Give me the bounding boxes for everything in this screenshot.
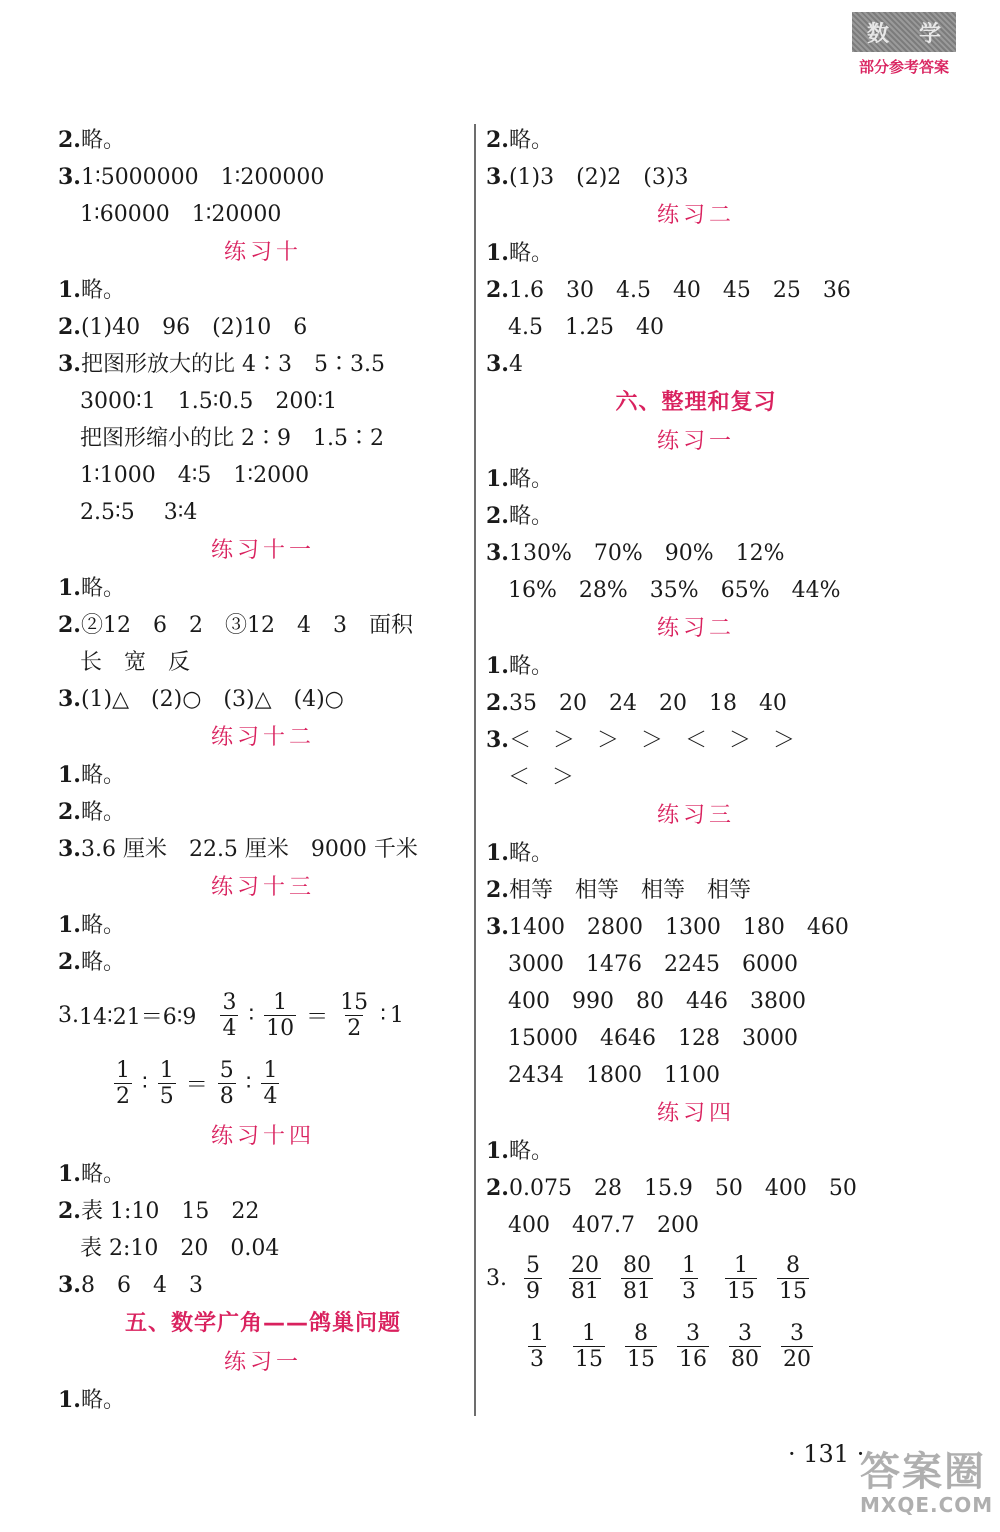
question-number: 1. [486,466,509,492]
answer-line [486,648,906,685]
question-number: 3. [486,727,509,753]
page-number: · 131 · [788,1440,865,1468]
question-number: 2. [486,877,509,903]
fraction [622,1321,660,1372]
section-heading: 练习一 [223,1350,302,1375]
answer-text: (1)40 96 (2)10 6 [80,315,308,340]
fraction-equation [58,981,468,1049]
answer-line [58,457,468,494]
answer-text: 0.075 28 15.9 50 400 50 [508,1176,857,1201]
fraction [774,1253,812,1304]
answer-text: 1 [389,1002,404,1028]
fraction [518,1321,556,1372]
question-number: 1. [486,240,509,266]
fraction-numerator: 1 [734,1252,748,1278]
answer-text: 把图形缩小的比 2∶9 1.5∶2 [80,426,384,451]
subject-badge [852,12,956,78]
operator: ＝ [306,1004,329,1030]
question-number: 3. [486,1265,507,1291]
fraction [670,1253,708,1304]
question-number: 2. [58,612,81,638]
fraction-list [507,1253,819,1304]
fraction-denominator: 5 [159,1083,174,1109]
section-heading: 练习十二 [210,725,315,750]
question-number: 1. [58,277,81,303]
fraction-numerator: 3 [686,1320,700,1346]
answer-text: (1)△ (2)○ (3)△ (4)○ [80,687,344,712]
answer-line [486,909,906,946]
fraction-numerator: 1 [530,1320,544,1346]
question-number: 3. [58,164,81,190]
answer-text: 略。 [80,1162,125,1187]
answer-line [486,1133,906,1170]
answer-line [58,383,468,420]
answer-text: ＜ ＞ [508,765,575,790]
answer-line [486,535,906,572]
fraction [618,1253,656,1304]
answer-text: 略。 [80,128,125,153]
answer-line [486,685,906,722]
answer-line [58,196,468,233]
answer-text: 130% 70% 90% 12% [508,541,785,566]
fraction-answer-row [486,1312,906,1380]
section-heading: 练习十一 [210,538,315,563]
fraction [261,1058,279,1109]
right-column [486,122,906,1380]
question-number: 1. [58,912,81,938]
fraction-numerator: 8 [786,1252,800,1278]
question-number: 1. [58,1387,81,1413]
question-number: 3. [58,836,81,862]
answer-text: 4.5 1.25 40 [508,315,664,340]
answer-text: 略。 [508,241,553,266]
fraction-numerator: 1 [682,1252,696,1278]
fraction-numerator: 1 [582,1320,596,1346]
question-number: 3. [486,914,509,940]
answer-line [486,309,906,346]
answer-line [58,644,468,681]
fraction-denominator: 8 [219,1083,234,1109]
answer-text: ②12 6 2 ③12 4 3 面积 [80,613,413,638]
operator: ∶ [248,1002,255,1028]
answer-text: 略。 [80,950,125,975]
question-number: 2. [58,127,81,153]
answer-text: 略。 [80,763,125,788]
fraction [338,990,370,1041]
answer-line [486,835,906,872]
answer-line [58,944,468,981]
answer-line [486,1207,906,1244]
section-heading: 练习十四 [210,1124,315,1149]
answer-line [486,235,906,272]
answer-line [486,498,906,535]
fraction-denominator: 9 [526,1278,540,1304]
answer-line [486,872,906,909]
answer-line [58,494,468,531]
fraction-denominator: 20 [783,1346,811,1372]
answer-line [486,722,906,759]
answer-line [58,757,468,794]
answer-line [486,983,906,1020]
answer-text: 2.5∶5 3∶4 [80,500,198,525]
question-number: 1. [486,1138,509,1164]
question-number: 3. [486,351,509,377]
fraction-denominator: 15 [627,1346,655,1372]
fraction [566,1253,604,1304]
answer-text: 略。 [80,1388,125,1413]
answer-line [58,681,468,718]
fraction [514,1253,552,1304]
fraction-denominator: 3 [530,1346,544,1372]
operator: ∶ [142,1070,148,1096]
question-number: 3. [58,351,81,377]
fraction-denominator: 4 [222,1015,237,1041]
answer-text: 长 宽 反 [80,650,191,675]
question-number: 1. [58,575,81,601]
answer-text: 略。 [508,504,553,529]
fraction-numerator: 20 [571,1252,599,1278]
fraction-denominator: 15 [779,1278,807,1304]
answer-line [486,159,906,196]
answer-text: 表 2:10 20 0.04 [80,1236,280,1261]
answer-line [486,346,906,383]
fraction-numerator: 5 [526,1252,540,1278]
watermark-url: MXQE.COM [860,1493,994,1517]
answer-line [58,1193,468,1230]
answer-text: ＜ ＞ ＞ ＞ ＜ ＞ ＞ [508,728,795,753]
fraction [674,1321,712,1372]
fraction-numerator: 3 [738,1320,752,1346]
answer-line [58,272,468,309]
left-column [58,122,468,1419]
section-heading: 练习四 [656,1101,735,1126]
fraction-numerator: 1 [273,989,288,1015]
answer-text: 略。 [508,128,553,153]
fraction-numerator: 1 [159,1057,174,1083]
fraction [114,1058,132,1109]
question-number: 3. [486,164,509,190]
fraction-numerator: 1 [116,1057,130,1083]
answer-line [58,1230,468,1267]
answer-text: 400 990 80 446 3800 [508,989,806,1014]
answer-line [58,607,468,644]
fraction-denominator: 80 [731,1346,759,1372]
question-number: 3. [58,1002,79,1028]
fraction [220,990,238,1041]
section-heading: 练习一 [656,429,735,454]
fraction-denominator: 15 [727,1278,755,1304]
answer-line [486,759,906,796]
fraction-numerator: 5 [219,1057,234,1083]
answer-line [58,309,468,346]
fraction-denominator: 81 [571,1278,599,1304]
answer-text: 35 20 24 20 18 40 [508,691,787,716]
question-number: 2. [486,1175,509,1201]
fraction [722,1253,760,1304]
fraction-numerator: 8 [634,1320,648,1346]
answer-line [58,346,468,383]
question-number: 2. [58,1198,81,1224]
answer-line [58,570,468,607]
section-heading: 练习三 [656,803,735,828]
answer-text: 1∶1000 4∶5 1∶2000 [80,463,310,488]
section-heading: 练习二 [656,616,735,641]
question-number: 2. [58,949,81,975]
answer-line [58,1267,468,1304]
operator: ＝ [185,1072,208,1098]
question-number: 1. [486,653,509,679]
fraction [778,1321,816,1372]
fraction-denominator: 81 [623,1278,651,1304]
question-number: 2. [58,314,81,340]
answer-text: 1400 2800 1300 180 460 [508,915,849,940]
answer-text: 略。 [508,1139,553,1164]
section-heading: 六、整理和复习 [615,390,777,415]
fraction [264,990,296,1041]
answer-text: 16% 28% 35% 65% 44% [508,578,841,603]
fraction-numerator: 3 [790,1320,804,1346]
fraction-denominator: 2 [347,1015,362,1041]
answer-text: 略。 [508,841,553,866]
answer-text: 1.6 30 4.5 40 45 25 36 [508,278,851,303]
subject-char: 数 [866,21,889,47]
answer-line [486,1170,906,1207]
fraction-denominator: 16 [679,1346,707,1372]
fraction [158,1058,176,1109]
answer-text: 略。 [80,278,125,303]
fraction-denominator: 4 [263,1083,278,1109]
answer-text: 3000 1476 2245 6000 [508,952,798,977]
answer-text: 表 1:10 15 22 [80,1199,260,1224]
answer-line [486,1057,906,1094]
answer-text: 略。 [508,467,553,492]
operator: ∶ [245,1070,252,1096]
answer-line [58,420,468,457]
answer-text: 2434 1800 1100 [508,1063,720,1088]
question-number: 1. [486,840,509,866]
answer-line [486,946,906,983]
question-number: 3. [58,686,81,712]
fraction-numerator: 15 [340,989,369,1015]
section-heading: 练习十三 [210,875,315,900]
fraction-denominator: 15 [575,1346,603,1372]
question-number: 1. [58,762,81,788]
watermark-text: 答案圈 [860,1449,986,1495]
question-number: 2. [486,503,509,529]
answer-line [58,831,468,868]
answer-text: 8 6 4 3 [80,1273,203,1298]
answer-line [58,122,468,159]
answer-line [486,272,906,309]
answer-section-label: 部分参考答案 [858,58,949,76]
question-number: 3. [58,1272,81,1298]
answer-text: 把图形放大的比 4∶3 5∶3.5 [80,352,385,377]
fraction-answer-row [486,1244,906,1312]
fraction [570,1321,608,1372]
fraction-numerator: 1 [263,1057,278,1083]
answer-text: 略。 [80,913,125,938]
answer-line [58,907,468,944]
fraction-numerator: 80 [623,1252,651,1278]
answer-text: 3.6 厘米 22.5 厘米 9000 千米 [80,837,418,862]
fraction-list [511,1321,823,1372]
subject-badge-box [852,12,956,52]
answer-text: (1)3 (2)2 (3)3 [508,165,689,190]
section-heading: 五、数学广角——鸽巢问题 [124,1311,401,1336]
section-heading: 练习十 [223,240,302,265]
fraction-denominator: 2 [116,1083,130,1109]
answer-text: 略。 [508,654,553,679]
fraction-numerator: 3 [222,989,237,1015]
answer-line [486,122,906,159]
question-number: 2. [486,277,509,303]
answer-text: 略。 [80,576,125,601]
subject-char: 学 [918,21,941,47]
answer-line [58,1156,468,1193]
answer-text: 400 407.7 200 [508,1213,699,1238]
fraction-equation [58,1049,468,1117]
fraction-denominator: 10 [266,1015,295,1041]
answer-text: 14∶21＝6∶9 [79,1004,197,1030]
answer-line [58,159,468,196]
answer-text: 4 [508,352,523,377]
section-heading: 练习二 [656,203,735,228]
watermark-logo [860,1440,994,1526]
answer-line [58,794,468,831]
fraction-denominator: 3 [682,1278,696,1304]
answer-line [58,1382,468,1419]
answer-text: 略。 [80,800,125,825]
answer-text: 3000∶1 1.5∶0.5 200∶1 [80,389,338,414]
answer-text: 相等 相等 相等 相等 [508,878,751,903]
answer-text: 1∶5000000 1∶200000 [80,165,325,190]
answer-text: 15000 4646 128 3000 [508,1026,798,1051]
operator: ∶ [380,1002,386,1028]
question-number: 2. [486,127,509,153]
answer-line [486,1020,906,1057]
fraction [726,1321,764,1372]
question-number: 2. [58,799,81,825]
answer-line [486,461,906,498]
question-number: 3. [486,540,509,566]
fraction [218,1058,236,1109]
question-number: 2. [486,690,509,716]
question-number: 1. [58,1161,81,1187]
answer-line [486,572,906,609]
answer-text: 1∶60000 1∶20000 [80,202,282,227]
column-divider [474,124,476,1416]
